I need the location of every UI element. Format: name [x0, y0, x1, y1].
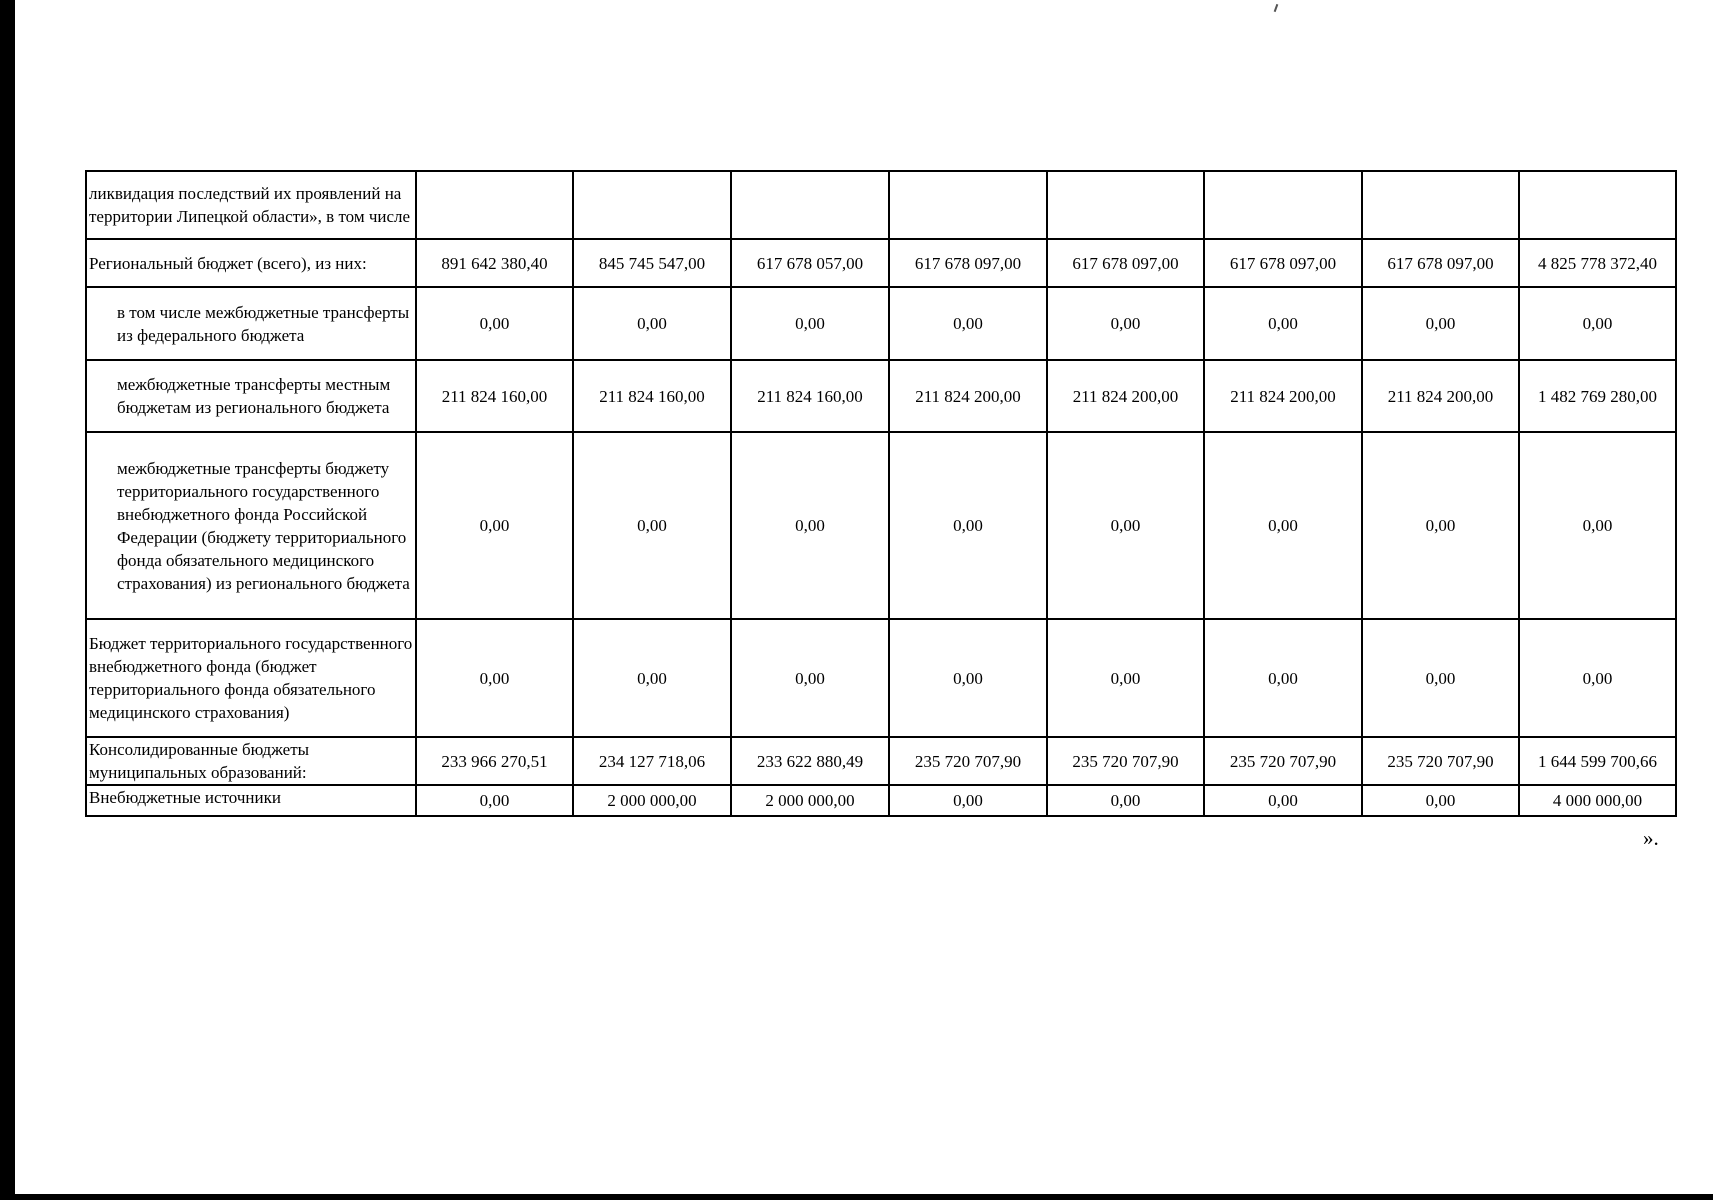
- row-value: 0,00: [1047, 785, 1204, 816]
- row-value: 235 720 707,90: [1047, 737, 1204, 785]
- row-value: 2 000 000,00: [573, 785, 731, 816]
- budget-table: [85, 170, 1677, 817]
- row-value: [889, 171, 1047, 239]
- row-value: 0,00: [731, 619, 889, 737]
- row-value: 845 745 547,00: [573, 239, 731, 287]
- row-value: 617 678 057,00: [731, 239, 889, 287]
- row-value: 211 824 200,00: [1362, 360, 1519, 432]
- row-value: 211 824 160,00: [416, 360, 573, 432]
- row-value: 1 482 769 280,00: [1519, 360, 1676, 432]
- row-label: в том числе межбюджетные трансферты из федерального бюджета: [86, 287, 416, 360]
- row-value: 235 720 707,90: [1204, 737, 1362, 785]
- row-label: Бюджет территориального государственного внебюджетного фонда (бюджет территориального фонда обязательного медицинского страхования): [86, 619, 416, 737]
- row-value: [1519, 171, 1676, 239]
- scan-speck: [1274, 4, 1279, 12]
- row-value: 0,00: [416, 785, 573, 816]
- row-value: 0,00: [416, 432, 573, 619]
- table-row: [86, 239, 1676, 287]
- row-value: 0,00: [1047, 432, 1204, 619]
- row-value: 0,00: [889, 785, 1047, 816]
- row-value: 0,00: [731, 287, 889, 360]
- table-row: [86, 171, 1676, 239]
- row-label: межбюджетные трансферты местным бюджетам из регионального бюджета: [86, 360, 416, 432]
- row-value: 0,00: [1362, 432, 1519, 619]
- table-row: [86, 619, 1676, 737]
- row-value: 211 824 160,00: [731, 360, 889, 432]
- row-value: 0,00: [416, 619, 573, 737]
- row-value: 233 966 270,51: [416, 737, 573, 785]
- row-value: [573, 171, 731, 239]
- row-value: 0,00: [889, 432, 1047, 619]
- row-value: [1362, 171, 1519, 239]
- row-value: 0,00: [1362, 619, 1519, 737]
- table-row: [86, 360, 1676, 432]
- table-row: [86, 287, 1676, 360]
- table-row: [86, 785, 1676, 816]
- row-value: 0,00: [1047, 287, 1204, 360]
- row-value: 0,00: [416, 287, 573, 360]
- row-label: межбюджетные трансферты бюджету территориального государственного внебюджетного фонда Российской Федерации (бюджету территориального фонда обязательного медицинского страхования) из регионального бюджета: [86, 432, 416, 619]
- row-value: 0,00: [573, 619, 731, 737]
- row-label: ликвидация последствий их проявлений на территории Липецкой области», в том числе: [86, 171, 416, 239]
- row-value: 0,00: [573, 432, 731, 619]
- row-value: 0,00: [1519, 287, 1676, 360]
- row-value: 0,00: [889, 287, 1047, 360]
- row-value: 4 000 000,00: [1519, 785, 1676, 816]
- closing-quote-mark: ».: [1643, 826, 1659, 850]
- row-value: 617 678 097,00: [1047, 239, 1204, 287]
- row-value: 4 825 778 372,40: [1519, 239, 1676, 287]
- row-label: Внебюджетные источники: [86, 785, 416, 816]
- row-value: 0,00: [1204, 619, 1362, 737]
- row-value: 2 000 000,00: [731, 785, 889, 816]
- row-value: 235 720 707,90: [1362, 737, 1519, 785]
- scan-edge-left: [0, 0, 15, 1200]
- row-value: [1047, 171, 1204, 239]
- scan-edge-bottom: [0, 1194, 1713, 1200]
- row-value: 1 644 599 700,66: [1519, 737, 1676, 785]
- row-value: [1204, 171, 1362, 239]
- row-value: 234 127 718,06: [573, 737, 731, 785]
- row-value: 211 824 200,00: [1204, 360, 1362, 432]
- row-value: 0,00: [1204, 785, 1362, 816]
- table-row: [86, 737, 1676, 785]
- row-value: 0,00: [1047, 619, 1204, 737]
- row-value: [731, 171, 889, 239]
- row-value: 0,00: [1362, 785, 1519, 816]
- table-row: [86, 432, 1676, 619]
- row-value: 211 824 200,00: [1047, 360, 1204, 432]
- row-value: 0,00: [1519, 619, 1676, 737]
- row-value: 211 824 160,00: [573, 360, 731, 432]
- row-value: 0,00: [889, 619, 1047, 737]
- row-value: 617 678 097,00: [889, 239, 1047, 287]
- row-value: 233 622 880,49: [731, 737, 889, 785]
- row-value: 0,00: [1362, 287, 1519, 360]
- row-value: 0,00: [1519, 432, 1676, 619]
- row-value: 0,00: [1204, 287, 1362, 360]
- row-value: 0,00: [1204, 432, 1362, 619]
- row-value: [416, 171, 573, 239]
- row-label: Региональный бюджет (всего), из них:: [86, 239, 416, 287]
- row-value: 235 720 707,90: [889, 737, 1047, 785]
- row-value: 211 824 200,00: [889, 360, 1047, 432]
- row-label: Консолидированные бюджеты муниципальных образований:: [86, 737, 416, 785]
- row-value: 617 678 097,00: [1204, 239, 1362, 287]
- row-value: 0,00: [573, 287, 731, 360]
- row-value: 0,00: [731, 432, 889, 619]
- row-value: 891 642 380,40: [416, 239, 573, 287]
- row-value: 617 678 097,00: [1362, 239, 1519, 287]
